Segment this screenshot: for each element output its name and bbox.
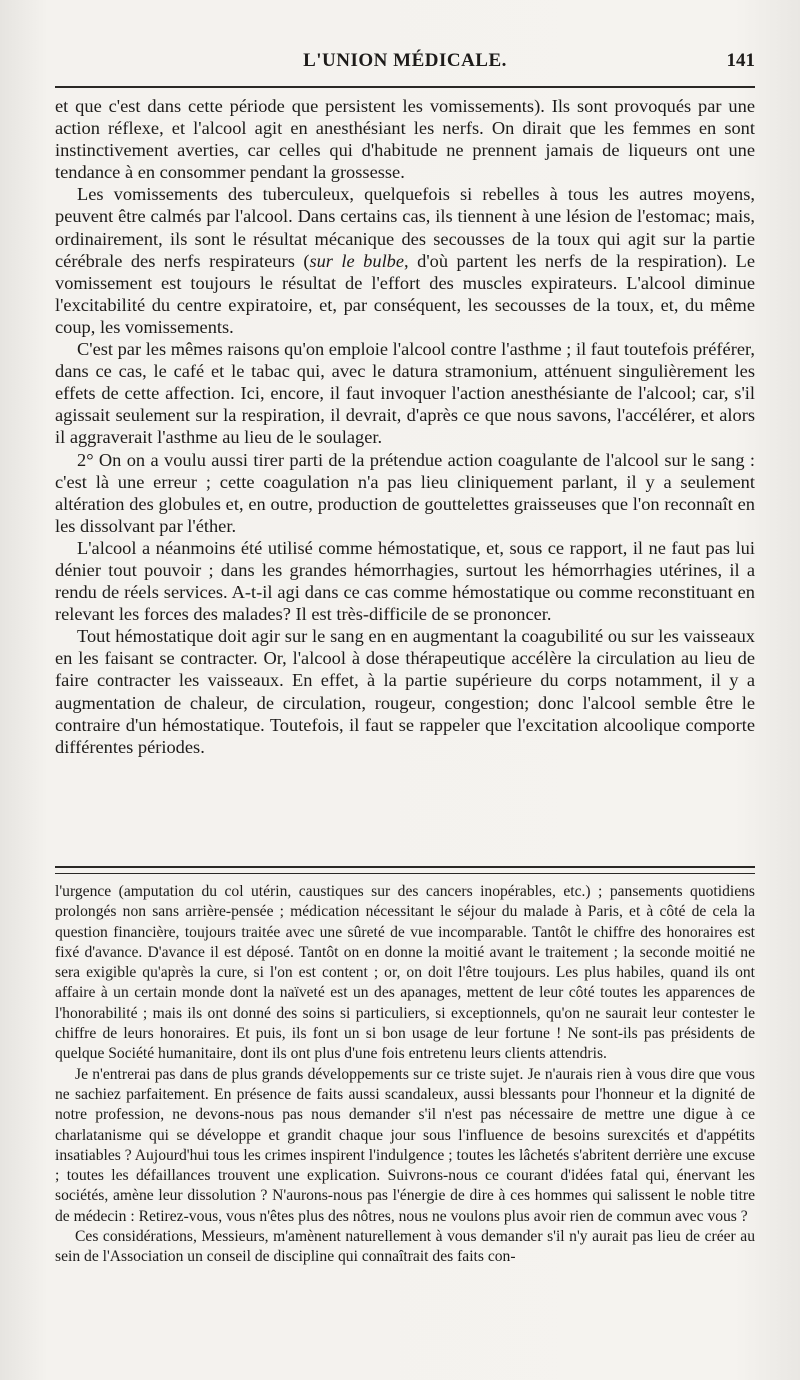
running-title: L'UNION MÉDICALE. xyxy=(303,50,507,71)
paragraph-hemostatique: L'alcool a néanmoins été utilisé comme hémostatique, et, sous ce rapport, il ne faut pas lui dénier tout pouvoir ; dans les grandes hémorrhagies, surtout les hémorrhagies utérines, il a rendu de réels services. A-t-il agi dans ce cas comme hémostatique ou comme reconstituant en relevant les forces des malades? Il est très-difficile de se prononcer. xyxy=(55,537,755,625)
main-text xyxy=(55,95,755,758)
paragraph-tuberculeux-part2: , d'où partent les nerfs de la respiration). Le vomissement est toujours le résultat de l'effort des muscles expirateurs. L'alcool diminue l'excitabilité du centre expiratoire, et, par conséquent, les secousses de la toux, et, du même coup, les vomissements. xyxy=(55,250,755,337)
paragraph-tuberculeux-part1: Les vomissements des tuberculeux, quelquefois si rebelles à tous les autres moyens, peuvent être calmés par l'alcool. Dans certains cas, ils tiennent à une lésion de l'estomac; mais, ordinairement, ils sont le résultat mécanique des secousses de la toux qui agit sur la partie cérébrale des nerfs respirateurs ( xyxy=(55,184,755,271)
header-rule xyxy=(55,86,755,88)
paragraph-tuberculeux xyxy=(55,183,755,338)
paragraph-vomissements-grossesse: et que c'est dans cette période que persistent les vomissements). Ils sont provoqués par une action réflexe, et l'alcool agit en anesthésiant les nerfs. On dirait que les femmes en sont instinctivement averties, car celles qui d'habitude ne prennent jamais de liqueurs ont une tendance à en consommer pendant la grossesse. xyxy=(55,96,755,183)
paragraph-urgence: l'urgence (amputation du col utérin, caustiques sur des cancers inopérables, etc.) ; pansements quotidiens prolongés non sans arrière-pensée ; médication nécessitant le séjour du malade à Paris, et à côté de cela la question financière, toujours traitée avec une sûreté de vue incomparable. Tantôt le chiffre des honoraires est fixé d'avance. D'avance il est déposé. Tantôt on en donne la moitié avant le traitement ; la seconde moitié ne sera exigible qu'après la cure, si l'on est content ; or, on doit l'être toujours. Les plus habiles, quand ils ont affaire à un certain monde dont la naïveté est un des apanages, mettent de leur côté toutes les apparences de l'honorabilité ; mais ils ont donné des soins si particuliers, si exceptionnels, qu'on ne saurait leur contester le chiffre de leurs honoraires. Et puis, ils font un si bon usage de leur fortune ! Ne sont-ils pas présidents de quelque Société humanitaire, dont ils ont plus d'une fois entretenu leurs clients attendris. xyxy=(55,883,755,1063)
page-header xyxy=(55,46,755,74)
italic-sur-le-bulbe: sur le bulbe xyxy=(309,250,405,271)
paragraph-vaisseaux: Tout hémostatique doit agir sur le sang en en augmentant la coagubilité ou sur les vaisseaux en les faisant se contracter. Or, l'alcool à dose thérapeutique accélère la circulation au lieu de faire contracter les vaisseaux. En effet, à la partie supérieure du corps notamment, il y a augmentation de chaleur, de circulation, rougeur, congestion; donc l'alcool semble être le contraire d'un hémostatique. Toutefois, il faut se rappeler que l'excitation alcoolique comporte différentes périodes. xyxy=(55,626,755,757)
paragraph-asthme: C'est par les mêmes raisons qu'on emploie l'alcool contre l'asthme ; il faut toutefois préférer, dans ce cas, le café et le tabac qui, avec le datura stramonium, atténuent singulièrement les effets de cette affection. Ici, encore, il faut invoquer l'action anesthésiante de l'alcool; car, s'il agissait seulement sur la respiration, il devrait, d'après ce que nous savons, l'accélérer, et alors il aggraverait l'asthme au lieu de le soulager. xyxy=(55,339,755,448)
paragraph-coagulation: 2° On on a voulu aussi tirer parti de la prétendue action coagulante de l'alcool sur le sang : c'est là une erreur ; cette coagulation n'a pas lieu cliniquement parlant, il y a seulement altération des globules et, en outre, production de gouttelettes graisseuses que l'on reconnaît en les dissolvant par l'éther. xyxy=(55,449,755,536)
feuilleton-text xyxy=(55,882,755,1268)
section-divider xyxy=(55,866,755,874)
paragraph-considerations: Ces considérations, Messieurs, m'amènent naturellement à vous demander s'il n'y aurait pas lieu de créer au sein de l'Association un conseil de discipline qui connaîtrait des faits con- xyxy=(55,1228,755,1266)
paragraph-triste-sujet: Je n'entrerai pas dans de plus grands développements sur ce triste sujet. Je n'aurais rien à vous dire que vous ne sachiez parfaitement. En présence de faits aussi scandaleux, aussi blessants pour l'honneur et la dignité de notre profession, ne devons-nous pas nous demander s'il n'est pas nécessaire de mettre une digue à ce charlatanisme qui se développe et grandit chaque jour sous l'influence de besoins surexcités et d'appétits insatiables ? Aujourd'hui tous les crimes inspirent l'indulgence ; toutes les lâchetés s'abritent derrière une excuse ; toutes les défaillances trouvent une explication. Suivrons-nous ce courant d'idées fatal qui, énervant les sociétés, amène leur dissolution ? N'aurons-nous pas l'énergie de dire à ces hommes qui salissent le noble titre de médecin : Retirez-vous, vous n'êtes plus des nôtres, nous ne voulons plus avoir rien de commun avec vous ? xyxy=(55,1065,755,1225)
page-number: 141 xyxy=(726,50,755,71)
